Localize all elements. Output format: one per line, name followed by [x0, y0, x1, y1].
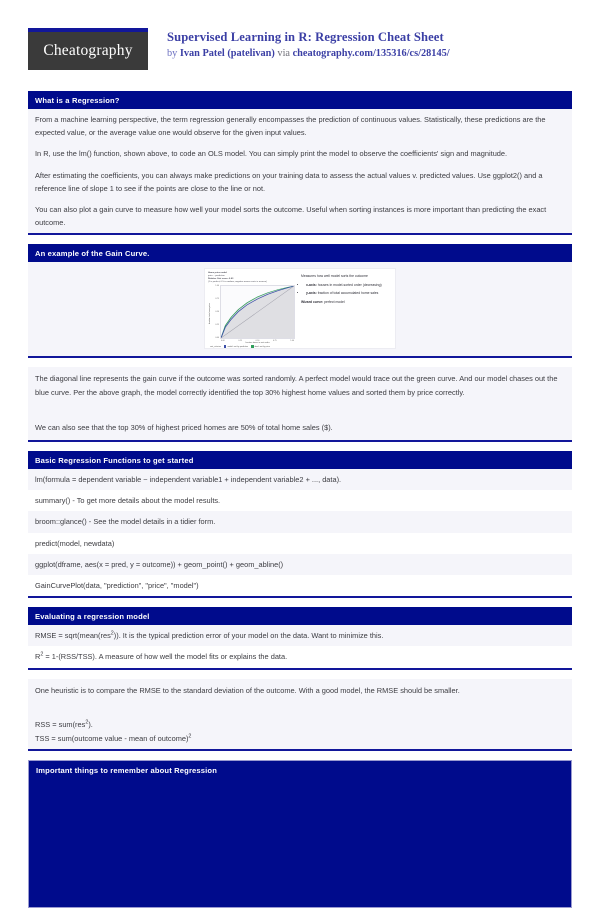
page-header: [0, 0, 600, 74]
figure-legend: [208, 345, 295, 348]
plot-wrap: [208, 285, 295, 343]
gain-curve-image-panel: [28, 262, 572, 356]
important-things-block: [28, 760, 572, 908]
figure-caption-line: Home price model: [208, 272, 227, 275]
y-axis-ticks: [213, 285, 220, 343]
figure-caption: [208, 272, 295, 284]
gain-curve-notes: [297, 269, 395, 348]
code-row: GainCurvePlot(data, "prediction", "price", "model"): [28, 575, 572, 596]
bullet-desc: fraction of total accumulated home sales: [316, 291, 379, 296]
section-evaluating-a-regression-model: [28, 607, 572, 669]
text-row: From a machine learning perspective, the term regression generally encompasses the prediction of continuous values. Statistically, these predictions are the expected value, or the average value one would observe for the given input values.: [28, 109, 572, 143]
code-row: ggplot(dframe, aes(x = pred, y = outcome)) + geom_point() + geom_abline(): [28, 554, 572, 575]
section-header: Important things to remember about Regression: [36, 766, 218, 776]
x-tick: 0.25: [238, 339, 243, 342]
y-tick: 0.50: [215, 311, 219, 314]
gain-curve-svg: [221, 286, 294, 338]
figure-caption-line: price ~ prediction: [208, 275, 225, 278]
notes-footer: [301, 300, 390, 305]
row-spacer: [28, 405, 572, 416]
section-gain-curve-explanation: [28, 367, 572, 442]
byline: [167, 46, 450, 61]
code-row: summary() - To get more details about the model results.: [28, 490, 572, 511]
text-row: You can also plot a gain curve to measure how well your model sorts the outcome. Useful when sorting instances is more important than predicting the exact outcome.: [28, 199, 572, 233]
y-tick: 0.75: [215, 298, 219, 301]
text-row: We can also see that the top 30% of highest priced homes are 50% of total home sales ($).: [28, 416, 572, 440]
section-important-things: [28, 760, 572, 908]
source-link[interactable]: cheatography.com/135316/cs/28145/: [292, 48, 450, 59]
y-tick: 0.25: [215, 324, 219, 327]
x-tick: 0.50: [255, 339, 260, 342]
legend-label: ideal: sort by price: [254, 346, 270, 349]
sections-container: [0, 91, 600, 908]
x-tick: 1.00: [290, 339, 294, 342]
figure-caption-line: Relative Gini score: 0.93: [208, 278, 234, 281]
x-tick: 0.00: [221, 339, 225, 342]
title-block: [167, 28, 450, 61]
section-header: Basic Regression Functions to get started: [28, 451, 572, 469]
section-body: [28, 367, 572, 440]
cheatography-logo[interactable]: [28, 28, 148, 70]
formula-row: TSS = sum(outcome value - mean of outcome)$^2$: [28, 732, 572, 749]
notes-intro: Measures how well model sorts the outcome: [301, 274, 368, 279]
bullet-desc: houses in model-sorted order (decreasing): [316, 283, 382, 288]
text-row: One heuristic is to compare the RMSE to the standard deviation of the outcome. With a good model, the RMSE should be smaller.: [28, 679, 572, 703]
bullet-term: x-axis:: [306, 283, 317, 288]
formula-row: $R^2 = 1-(RSS/TSS)$. A measure of how well the model fits or explains the data.: [28, 646, 572, 667]
notes-bullet-list: [301, 283, 390, 296]
section-body: [28, 625, 572, 667]
legend-title: sort_criterion: [210, 345, 221, 348]
byline-via: via: [274, 48, 293, 59]
legend-item: [224, 345, 248, 348]
logo-text: Cheatography: [43, 42, 133, 59]
gain-curve-plot: [205, 269, 297, 348]
section-header: Evaluating a regression model: [28, 607, 572, 625]
legend-label: model: sort by prediction: [227, 346, 249, 349]
legend-item: [251, 345, 270, 348]
section-body: [28, 679, 572, 750]
text-row: After estimating the coefficients, you can always make predictions on your training data to assess the actual values v. predicted values. Use ggplot2() and a reference line of slope 1 to see if the points are close to the line or not.: [28, 165, 572, 199]
notes-bullet: [306, 283, 390, 288]
y-tick: 0.00: [215, 337, 219, 340]
section-body: [28, 469, 572, 596]
y-tick: 1.00: [215, 285, 219, 288]
x-tick: 0.75: [272, 339, 277, 342]
page-title: Supervised Learning in R: Regression Cheat Sheet: [167, 30, 444, 44]
code-row: broom::glance() - See the model details in a tidier form.: [28, 511, 572, 532]
section-gain-curve-example: [28, 244, 572, 358]
section-what-is-a-regression: [28, 91, 572, 235]
legend-swatch-icon: [251, 345, 254, 348]
y-axis-label: fraction total sum price: [209, 303, 211, 325]
text-row: In R, use the lm() function, shown above, to code an OLS model. You can simply print the model to observe the coefficients' sign and magnitude.: [28, 143, 572, 164]
author-link[interactable]: Ivan Patel (patelivan): [179, 48, 275, 59]
code-row: lm(formula = dependent variable ~ independent variable1 + independent variable2 + ..., data).: [28, 469, 572, 490]
bullet-term: y-axis:: [306, 291, 317, 296]
x-axis-label: fraction items in sort order: [245, 342, 270, 345]
section-evaluating-extra: [28, 679, 572, 752]
byline-prefix: by: [167, 48, 180, 59]
section-header: An example of the Gain Curve.: [28, 244, 572, 262]
footer-desc: perfect model: [323, 300, 345, 305]
footer-term: Wizard curve:: [301, 300, 324, 305]
section-header: What is a Regression?: [28, 91, 572, 109]
code-row: predict(model, newdata): [28, 533, 572, 554]
figure-caption-line: (1 is perfect; 0.5 is random; negative means sorts in reverse): [208, 281, 267, 284]
plot-area: [220, 285, 295, 339]
section-body: [28, 109, 572, 233]
row-spacer: [28, 703, 572, 714]
section-basic-regression-functions: [28, 451, 572, 598]
formula-row: RMSE = sqrt(mean(res$^2$)). It is the typical prediction error of your model on the data. Want to minimize this.: [28, 625, 572, 646]
notes-bullet: [306, 291, 390, 296]
formula-row: RSS = sum(res$^2$).: [28, 714, 572, 732]
gain-curve-figure: [204, 268, 396, 349]
text-row: The diagonal line represents the gain curve if the outcome was sorted randomly. A perfect model would trace out the green curve. And our model chases out the blue curve. Per the above graph, the model correctly identified the top 30% highest home values and sorted them by price correctly.: [28, 367, 572, 404]
